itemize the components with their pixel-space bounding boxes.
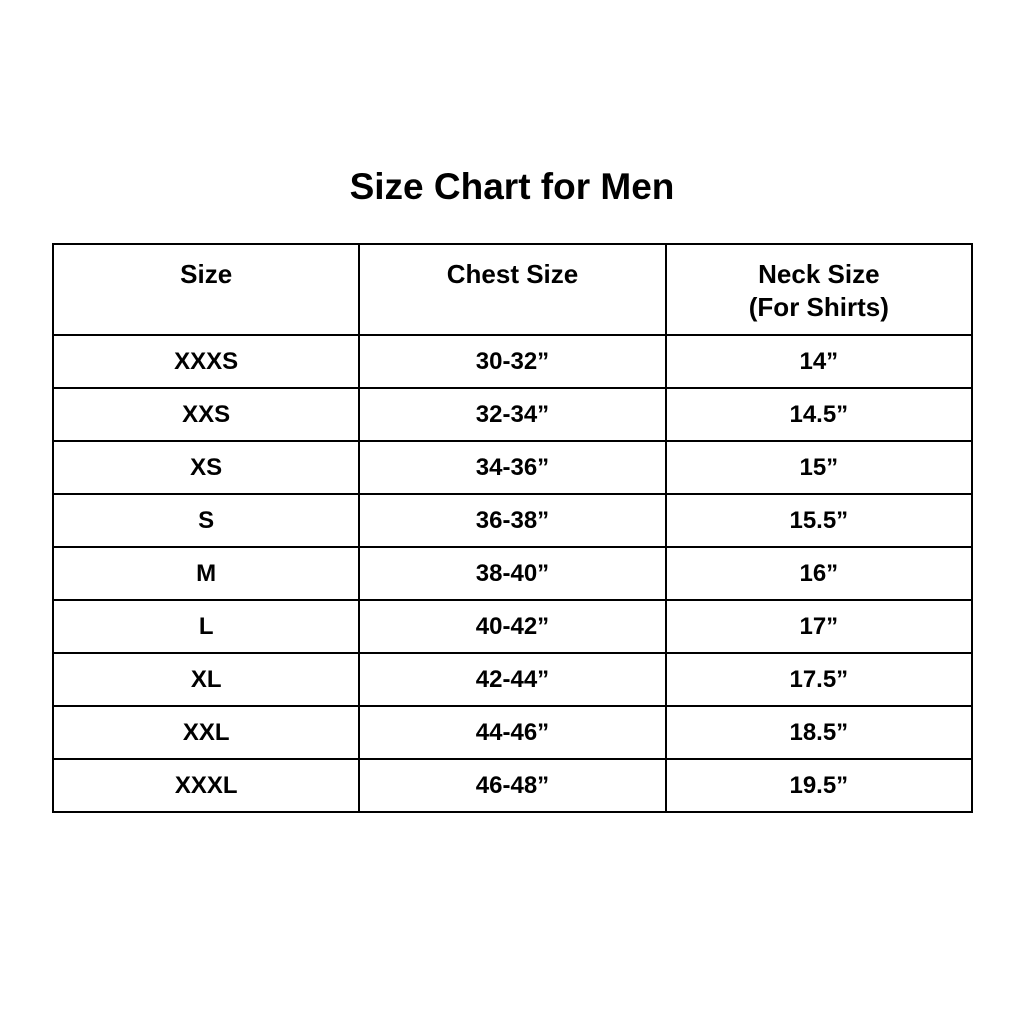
column-header-neck-size-label: Neck Size — [758, 259, 880, 289]
neck-size-cell: 16” — [666, 547, 972, 600]
table-header-row — [53, 244, 972, 335]
table-row — [53, 547, 972, 600]
size-cell: XXS — [53, 388, 359, 441]
neck-size-cell: 17.5” — [666, 653, 972, 706]
neck-size-cell: 15” — [666, 441, 972, 494]
column-header-chest-size-label: Chest Size — [446, 259, 579, 289]
table-row — [53, 759, 972, 812]
neck-size-cell: 19.5” — [666, 759, 972, 812]
chest-size-cell: 32-34” — [359, 388, 665, 441]
column-header-size-label: Size — [180, 259, 233, 289]
column-header-size — [53, 244, 359, 335]
column-header-neck-size — [666, 244, 972, 335]
chest-size-cell: 42-44” — [359, 653, 665, 706]
chest-size-cell: 36-38” — [359, 494, 665, 547]
size-cell: S — [53, 494, 359, 547]
table-row — [53, 706, 972, 759]
table-row — [53, 600, 972, 653]
size-chart-table — [52, 243, 973, 813]
size-cell: M — [53, 547, 359, 600]
chest-size-cell: 34-36” — [359, 441, 665, 494]
size-cell: XXXL — [53, 759, 359, 812]
neck-size-cell: 14” — [666, 335, 972, 388]
size-cell: L — [53, 600, 359, 653]
neck-size-cell: 15.5” — [666, 494, 972, 547]
table-row — [53, 335, 972, 388]
size-cell: XL — [53, 653, 359, 706]
table-row — [53, 388, 972, 441]
table-row — [53, 653, 972, 706]
chest-size-cell: 46-48” — [359, 759, 665, 812]
size-cell: XXL — [53, 706, 359, 759]
neck-size-cell: 18.5” — [666, 706, 972, 759]
size-cell: XXXS — [53, 335, 359, 388]
chest-size-cell: 44-46” — [359, 706, 665, 759]
table-row — [53, 441, 972, 494]
neck-size-cell: 14.5” — [666, 388, 972, 441]
chest-size-cell: 38-40” — [359, 547, 665, 600]
page-title: Size Chart for Men — [349, 166, 675, 207]
neck-size-cell: 17” — [666, 600, 972, 653]
chest-size-cell: 40-42” — [359, 600, 665, 653]
column-header-neck-size-sublabel: (For Shirts) — [748, 292, 889, 322]
chest-size-cell: 30-32” — [359, 335, 665, 388]
table-row — [53, 494, 972, 547]
column-header-chest-size — [359, 244, 665, 335]
size-cell: XS — [53, 441, 359, 494]
